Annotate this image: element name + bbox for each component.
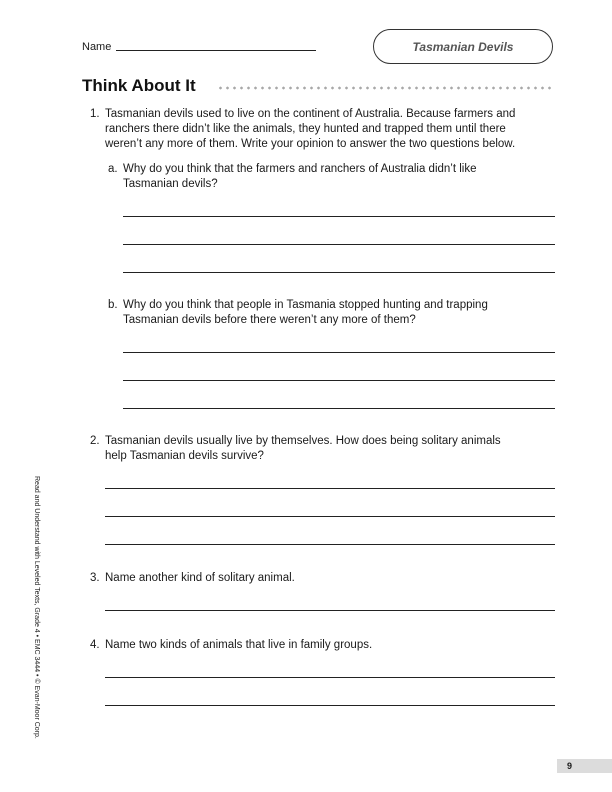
name-answer-line[interactable] (116, 50, 316, 51)
answer-line[interactable] (123, 244, 555, 245)
question-text: Name two kinds of animals that live in family groups. (105, 639, 373, 651)
name-label: Name (82, 41, 112, 53)
answer-line[interactable] (105, 544, 555, 545)
page-number-tab (557, 759, 612, 773)
section-heading: Think About It (82, 76, 196, 95)
answer-line[interactable] (123, 272, 555, 273)
question-number: 2. (90, 435, 100, 447)
question-text: Tasmanian devils usually live by themselves. How does being solitary animals help Tasmanian devils survive? (105, 435, 501, 462)
subquestion-text: Why do you think that people in Tasmania stopped hunting and trapping Tasmanian devils before there weren’t any more of them? (123, 299, 488, 326)
answer-line[interactable] (123, 216, 555, 217)
answer-line[interactable] (105, 488, 555, 489)
sidebar-credit: Read and Understand with Leveled Texts, Grade 4 • EMC 3444 • © Evan-Moor Corp. (33, 476, 40, 739)
answer-line[interactable] (123, 408, 555, 409)
answer-line[interactable] (105, 677, 555, 678)
question-number: 4. (90, 639, 100, 651)
question-text: Tasmanian devils used to live on the continent of Australia. Because farmers and ranchers there didn’t like the animals, they hunted and trapped them until there weren’t any more of them. Write your opinion to answer the two questions below. (105, 108, 516, 150)
subquestion-letter: a. (108, 163, 118, 175)
answer-line[interactable] (123, 352, 555, 353)
dotted-rule (217, 86, 555, 90)
page-number: 9 (567, 761, 573, 771)
answer-line[interactable] (105, 610, 555, 611)
answer-line[interactable] (105, 516, 555, 517)
worksheet-title: Tasmanian Devils (412, 39, 514, 54)
subquestion-letter: b. (108, 299, 118, 311)
question-number: 1. (90, 108, 100, 120)
answer-line[interactable] (123, 380, 555, 381)
worksheet-title-badge (373, 29, 553, 64)
question-text: Name another kind of solitary animal. (105, 572, 295, 584)
subquestion-text: Why do you think that the farmers and ranchers of Australia didn’t like Tasmanian devils? (123, 163, 477, 190)
question-number: 3. (90, 572, 100, 584)
answer-line[interactable] (105, 705, 555, 706)
